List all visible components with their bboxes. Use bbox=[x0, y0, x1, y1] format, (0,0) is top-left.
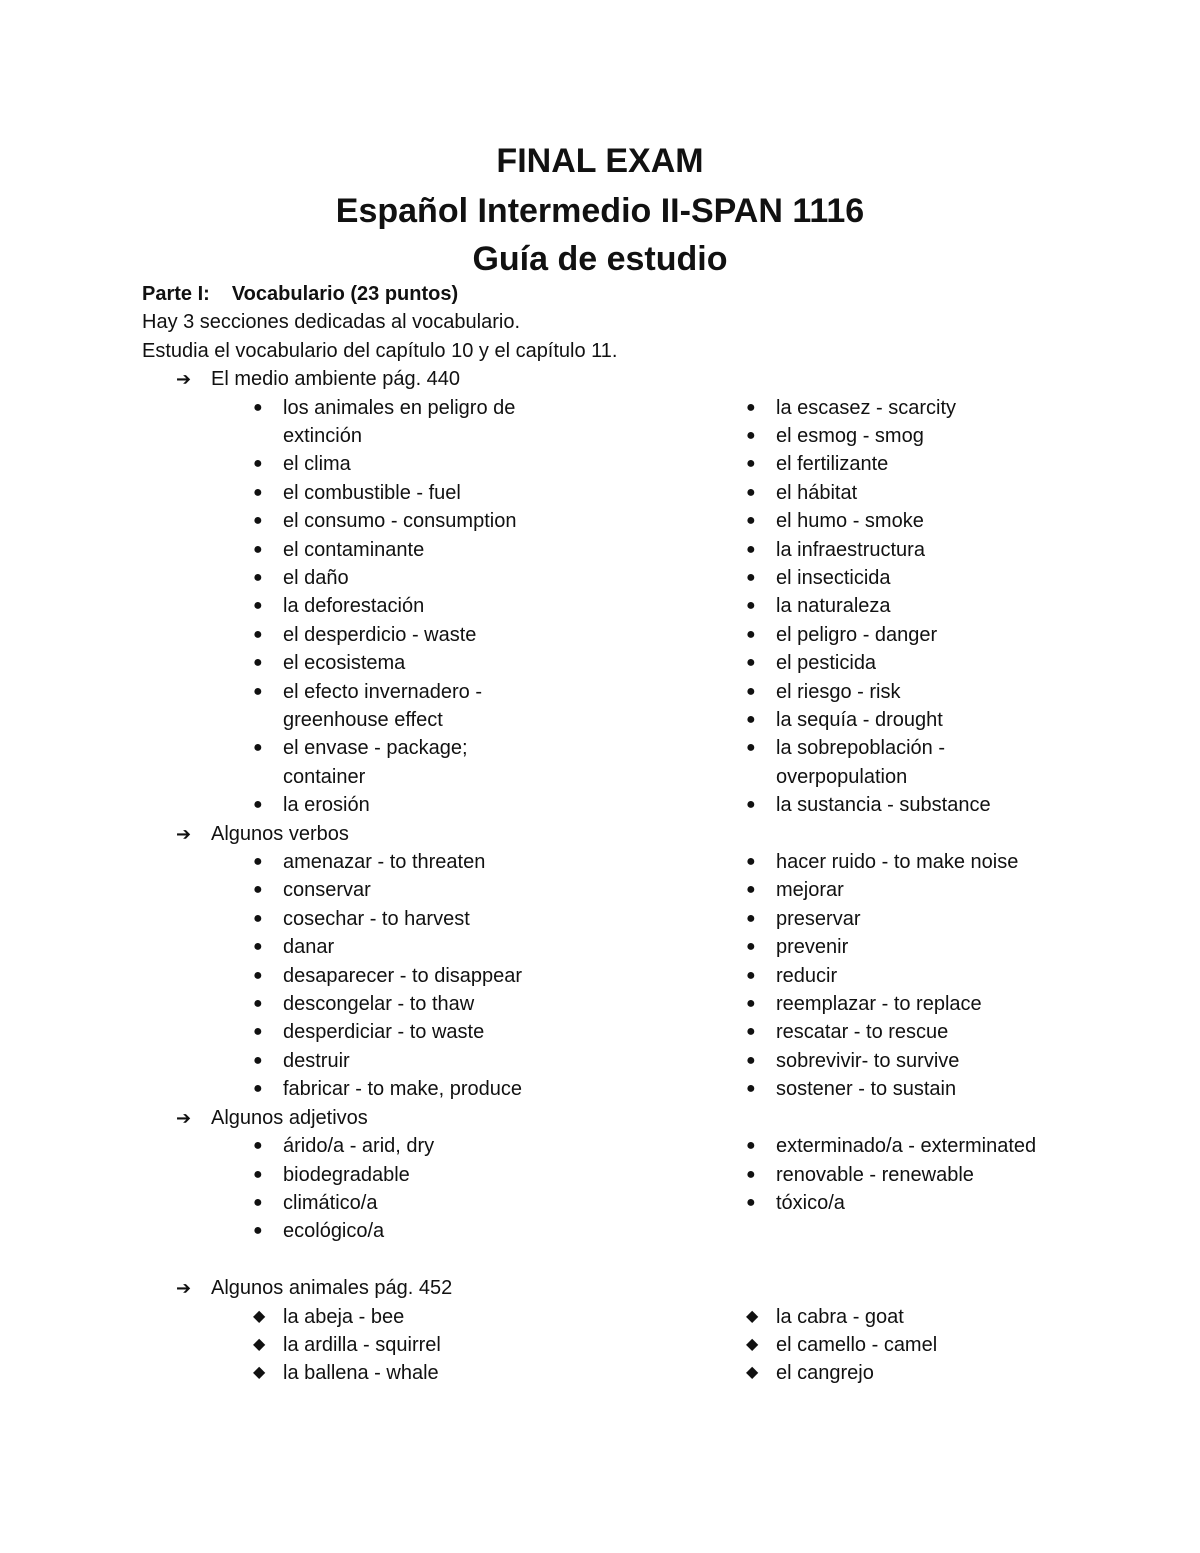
dot-bullet-icon: ● bbox=[253, 625, 263, 643]
list-item: ● descongelar - to thaw bbox=[283, 990, 776, 1018]
dot-bullet-icon: ● bbox=[253, 597, 263, 615]
list-item: ● mejorar bbox=[776, 876, 1136, 904]
dot-bullet-icon: ● bbox=[253, 881, 263, 899]
list-item: ● la naturaleza bbox=[776, 592, 1136, 620]
diamond-bullet-icon: ◆ bbox=[253, 1307, 266, 1325]
list-item: ● el combustible - fuel bbox=[283, 479, 776, 507]
list-item: ● prevenir bbox=[776, 933, 1136, 961]
part-name: Vocabulario (23 puntos) bbox=[231, 283, 459, 305]
list-item: ● el consumo - consumption bbox=[283, 507, 776, 535]
dot-bullet-icon: ● bbox=[746, 512, 756, 530]
dot-bullet-icon: ● bbox=[253, 483, 263, 501]
dot-bullet-icon: ● bbox=[746, 569, 756, 586]
diamond-bullet-icon: ◆ bbox=[746, 1307, 759, 1325]
dot-bullet-icon: ● bbox=[253, 1051, 263, 1069]
section-title: Algunos verbos bbox=[211, 822, 349, 845]
dot-bullet-icon: ● bbox=[253, 682, 263, 700]
list-item: ● el pesticida bbox=[776, 649, 1136, 677]
list-item: ● el efecto invernadero - greenhouse effect bbox=[283, 678, 533, 735]
list-item: ● el hábitat bbox=[776, 479, 1136, 507]
list-item: ● exterminado/a - exterminated bbox=[776, 1132, 1136, 1160]
list-item: ● el fertilizante bbox=[776, 450, 1136, 478]
vocab-column-right bbox=[746, 848, 1136, 1104]
vocab-column-right bbox=[746, 1132, 1136, 1246]
vocab-column-right bbox=[746, 1303, 1136, 1388]
list-item: ● la deforestación bbox=[283, 592, 776, 620]
dot-bullet-icon: ● bbox=[253, 1023, 263, 1041]
list-item: ● la sustancia - substance bbox=[776, 791, 1136, 819]
section-heading bbox=[142, 1274, 1142, 1302]
list-item: ◆ la ardilla - squirrel bbox=[283, 1331, 776, 1359]
dot-bullet-icon: ● bbox=[746, 540, 756, 558]
title-block bbox=[0, 138, 1200, 282]
list-item: ● el esmog - smog bbox=[776, 422, 1136, 450]
list-item: ◆ el camello - camel bbox=[776, 1331, 1136, 1359]
exam-title: FINAL EXAM bbox=[496, 142, 704, 180]
intro-line: Estudia el vocabulario del capítulo 10 y el capítulo 11. bbox=[142, 339, 618, 362]
list-item: ● el insecticida bbox=[776, 564, 1136, 592]
list-item: ● la sobrepoblación - overpopulation bbox=[776, 734, 1026, 791]
list-item: ● renovable - renewable bbox=[776, 1161, 1136, 1189]
list-item: ● danar bbox=[283, 933, 776, 961]
dot-bullet-icon: ● bbox=[253, 512, 263, 530]
list-item: ◆ el cangrejo bbox=[776, 1359, 1136, 1387]
list-item: ● el humo - smoke bbox=[776, 507, 1136, 535]
list-item: ● conservar bbox=[283, 876, 776, 904]
list-item: ● sobrevivir- to survive bbox=[776, 1047, 1136, 1075]
vocab-lists bbox=[142, 1303, 1142, 1388]
dot-bullet-icon: ● bbox=[253, 739, 263, 757]
course-title: Español Intermedio II-SPAN 1116 bbox=[335, 192, 865, 230]
section-heading bbox=[142, 1104, 1142, 1132]
dot-bullet-icon: ● bbox=[746, 1165, 756, 1183]
vocab-column-left bbox=[253, 394, 776, 820]
dot-bullet-icon: ● bbox=[253, 455, 263, 473]
dot-bullet-icon: ● bbox=[253, 796, 263, 814]
dot-bullet-icon: ● bbox=[253, 909, 263, 927]
vocab-lists bbox=[142, 1132, 1142, 1246]
list-item: ● amenazar - to threaten bbox=[283, 848, 776, 876]
list-item: ◆ la cabra - goat bbox=[776, 1303, 1136, 1331]
list-item: ● la escasez - scarcity bbox=[776, 394, 1136, 422]
dot-bullet-icon: ● bbox=[253, 938, 263, 956]
list-item: ● desaparecer - to disappear bbox=[283, 962, 776, 990]
list-item: ● reemplazar - to replace bbox=[776, 990, 1136, 1018]
dot-bullet-icon: ● bbox=[746, 1080, 756, 1098]
list-item: ● biodegradable bbox=[283, 1161, 776, 1189]
dot-bullet-icon: ● bbox=[746, 625, 756, 643]
list-item: ● rescatar - to rescue bbox=[776, 1018, 1136, 1046]
dot-bullet-icon: ● bbox=[746, 1051, 756, 1069]
section-heading bbox=[142, 365, 1142, 393]
intro-line: Hay 3 secciones dedicadas al vocabulario. bbox=[142, 311, 520, 334]
dot-bullet-icon: ● bbox=[746, 966, 756, 984]
list-item: ● tóxico/a bbox=[776, 1189, 1136, 1217]
dot-bullet-icon: ● bbox=[746, 654, 756, 672]
dot-bullet-icon: ● bbox=[253, 1165, 263, 1183]
section-title: El medio ambiente pág. 440 bbox=[211, 368, 461, 391]
list-item: ● la erosión bbox=[283, 791, 776, 819]
list-item: ● destruir bbox=[283, 1047, 776, 1075]
vocab-column-left bbox=[253, 1303, 776, 1388]
diamond-bullet-icon: ◆ bbox=[746, 1335, 759, 1353]
vocab-column-left bbox=[253, 848, 776, 1104]
list-item: ● la infraestructura bbox=[776, 536, 1136, 564]
list-item: ● climático/a bbox=[283, 1189, 776, 1217]
list-item: ● desperdiciar - to waste bbox=[283, 1018, 776, 1046]
dot-bullet-icon: ● bbox=[746, 597, 756, 615]
list-item: ● el clima bbox=[283, 450, 776, 478]
dot-bullet-icon: ● bbox=[746, 1023, 756, 1041]
list-item: ● preservar bbox=[776, 905, 1136, 933]
dot-bullet-icon: ● bbox=[746, 483, 756, 501]
dot-bullet-icon: ● bbox=[746, 682, 756, 700]
dot-bullet-icon: ● bbox=[746, 796, 756, 814]
diamond-bullet-icon: ◆ bbox=[253, 1335, 266, 1353]
dot-bullet-icon: ● bbox=[253, 654, 263, 672]
dot-bullet-icon: ● bbox=[746, 909, 756, 927]
list-item: ● el ecosistema bbox=[283, 649, 776, 677]
list-item: ● el daño bbox=[283, 564, 776, 592]
dot-bullet-icon: ● bbox=[253, 1193, 263, 1211]
part-heading bbox=[142, 280, 1142, 308]
dot-bullet-icon: ● bbox=[746, 1137, 756, 1155]
arrow-bullet-icon: ➔ bbox=[176, 1107, 192, 1128]
dot-bullet-icon: ● bbox=[746, 711, 756, 729]
dot-bullet-icon: ● bbox=[746, 881, 756, 899]
arrow-bullet-icon: ➔ bbox=[176, 823, 192, 844]
section-title: Algunos animales pág. 452 bbox=[211, 1277, 453, 1300]
list-item: ● hacer ruido - to make noise bbox=[776, 848, 1136, 876]
dot-bullet-icon: ● bbox=[746, 455, 756, 473]
guide-subtitle: Guía de estudio bbox=[472, 240, 728, 278]
section-heading bbox=[142, 820, 1142, 848]
diamond-bullet-icon: ◆ bbox=[253, 1364, 266, 1382]
dot-bullet-icon: ● bbox=[253, 1137, 263, 1155]
list-item: ● el envase - package; container bbox=[283, 734, 533, 791]
dot-bullet-icon: ● bbox=[253, 540, 263, 558]
dot-bullet-icon: ● bbox=[746, 995, 756, 1013]
vocab-column-right bbox=[746, 394, 1136, 820]
list-item: ● reducir bbox=[776, 962, 1136, 990]
dot-bullet-icon: ● bbox=[746, 426, 756, 444]
section-title: Algunos adjetivos bbox=[211, 1106, 368, 1129]
document-body bbox=[142, 280, 1142, 1388]
dot-bullet-icon: ● bbox=[253, 995, 263, 1013]
list-item: ● sostener - to sustain bbox=[776, 1075, 1136, 1103]
dot-bullet-icon: ● bbox=[746, 739, 756, 757]
list-item: ● el peligro - danger bbox=[776, 621, 1136, 649]
vocab-lists bbox=[142, 848, 1142, 1104]
dot-bullet-icon: ● bbox=[253, 569, 263, 586]
list-item: ● la sequía - drought bbox=[776, 706, 1136, 734]
list-item: ● el desperdicio - waste bbox=[283, 621, 776, 649]
list-item: ● el contaminante bbox=[283, 536, 776, 564]
list-item: ● cosechar - to harvest bbox=[283, 905, 776, 933]
vocab-column-left bbox=[253, 1132, 776, 1246]
dot-bullet-icon: ● bbox=[746, 398, 756, 416]
list-item: ● el riesgo - risk bbox=[776, 678, 1136, 706]
dot-bullet-icon: ● bbox=[253, 398, 263, 416]
list-item: ● los animales en peligro de extinción bbox=[283, 394, 533, 451]
dot-bullet-icon: ● bbox=[253, 966, 263, 984]
dot-bullet-icon: ● bbox=[746, 853, 756, 871]
vocab-lists bbox=[142, 394, 1142, 820]
dot-bullet-icon: ● bbox=[746, 1193, 756, 1211]
list-item: ● fabricar - to make, produce bbox=[283, 1075, 776, 1103]
diamond-bullet-icon: ◆ bbox=[746, 1364, 759, 1382]
list-item: ● ecológico/a bbox=[283, 1217, 776, 1245]
list-item: ◆ la ballena - whale bbox=[283, 1359, 776, 1387]
blank-line bbox=[142, 1246, 1142, 1274]
dot-bullet-icon: ● bbox=[253, 853, 263, 871]
dot-bullet-icon: ● bbox=[253, 1080, 263, 1098]
dot-bullet-icon: ● bbox=[253, 1222, 263, 1240]
part-label: Parte I: bbox=[142, 283, 210, 305]
list-item: ● árido/a - arid, dry bbox=[283, 1132, 776, 1160]
dot-bullet-icon: ● bbox=[746, 938, 756, 956]
arrow-bullet-icon: ➔ bbox=[176, 369, 192, 390]
arrow-bullet-icon: ➔ bbox=[176, 1278, 192, 1299]
list-item: ◆ la abeja - bee bbox=[283, 1303, 776, 1331]
